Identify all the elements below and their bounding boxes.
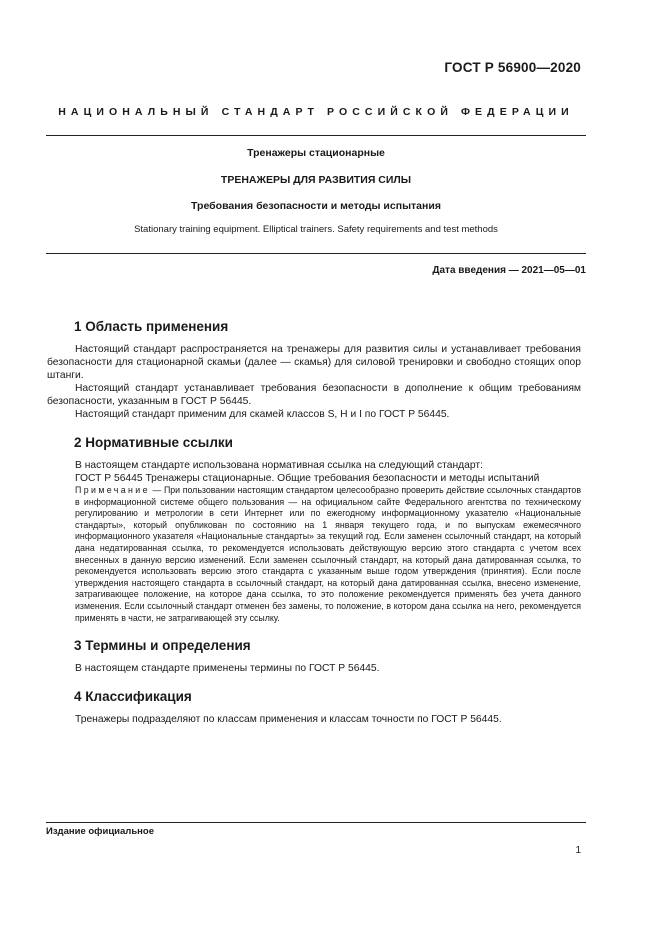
section-4-heading: 4 Классификация [74, 689, 192, 705]
section-1-paragraph-2: Настоящий стандарт устанавливает требования безопасности в дополнение к общим требованиям безопасности, указанным в ГОСТ Р 56445. [47, 383, 581, 407]
section-2-note [75, 485, 581, 624]
section-2-heading: 2 Нормативные ссылки [74, 435, 233, 450]
introduction-date: Дата введения — 2021—05—01 [432, 265, 586, 276]
section-2-paragraph-1: В настоящем стандарте использована нормативная ссылка на следующий стандарт: [75, 460, 483, 471]
middle-divider [46, 253, 586, 254]
section-1-paragraph-1: Настоящий стандарт распространяется на тренажеры для развития силы и устанавливает требования безопасности для стационарной скамьи (далее — скамья) для силовой тренировки и свободно стоящих опор штанги. [47, 344, 581, 381]
title-line-1: Тренажеры стационарные [247, 147, 385, 159]
section-3-paragraph-1: В настоящем стандарте применены термины по ГОСТ Р 56445. [75, 663, 380, 675]
section-3-heading: 3 Термины и определения [74, 638, 251, 654]
title-line-3: Требования безопасности и методы испытания [191, 200, 441, 212]
section-2-reference: ГОСТ Р 56445 Тренажеры стационарные. Общие требования безопасности и методы испытаний [75, 473, 540, 484]
standard-banner: НАЦИОНАЛЬНЫЙ СТАНДАРТ РОССИЙСКОЙ ФЕДЕРАЦИИ [58, 106, 574, 118]
section-4-paragraph-1: Тренажеры подразделяют по классам применения и классам точности по ГОСТ Р 56445. [75, 714, 502, 726]
top-divider [46, 135, 586, 136]
note-text: — При пользовании настоящим стандартом целесообразно проверить действие ссылочных стандартов в информационной системе общего пользования — на официальном сайте Федерального агентства по техническому регулированию и метрологии в сети Интернет или по ежегодному информационному указателю «Национальные стандарты», который опубликован по состоянию на 1 января текущего года, и по выпускам ежемесячного информационного указателя «Национальные стандарты» за текущий год. Если заменен ссылочный стандарт, на который дана недатированная ссылка, то рекомендуется использовать действующую версию этого стандарта с учетом всех внесенных в данную версию изменений. Если заменен ссылочный стандарт, на который дана датированная ссылка, то рекомендуется использовать версию этого стандарта с указанным выше годом утверждения (принятия). Если после утверждения настоящего стандарта в ссылочный стандарт, на который дана датированная ссылка, внесено изменение, затрагивающее положение, на которое дана ссылка, то это положение рекомендуется применять без учета данного изменения. Если ссылочный стандарт отменен без замены, то положение, в котором дана ссылка на него, рекомендуется применять в части, не затрагивающей эту ссылку. [75, 485, 581, 623]
document-body [47, 318, 581, 726]
footer-divider [46, 822, 586, 823]
english-title: Stationary training equipment. Elliptical trainers. Safety requirements and test methods [134, 224, 498, 235]
section-1-paragraph-3: Настоящий стандарт применим для скамей классов S, H и I по ГОСТ Р 56445. [75, 409, 450, 420]
title-line-2: ТРЕНАЖЕРЫ ДЛЯ РАЗВИТИЯ СИЛЫ [220, 174, 412, 186]
official-edition-label: Издание официальное [46, 826, 154, 837]
page-number: 1 [575, 845, 581, 856]
note-lead: Примечание [75, 485, 150, 495]
document-number: ГОСТ Р 56900—2020 [444, 60, 581, 75]
section-1-heading: 1 Область применения [74, 319, 229, 334]
